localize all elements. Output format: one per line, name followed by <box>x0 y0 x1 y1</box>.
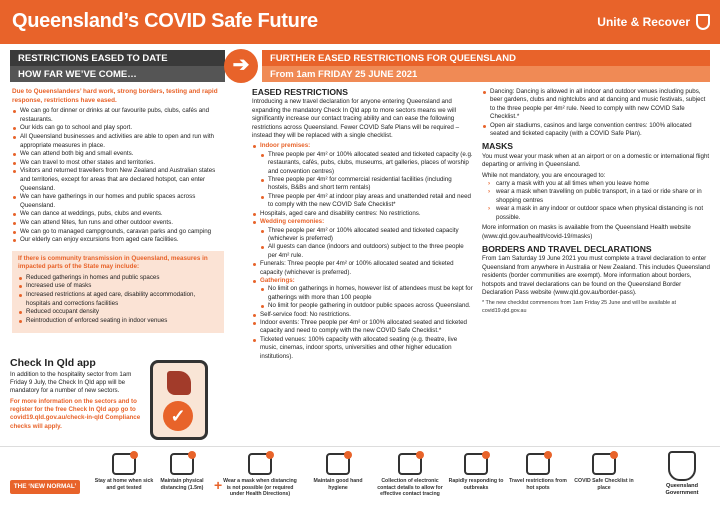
hand-hygiene-item <box>306 453 370 491</box>
list-item: Funerals: Three people per 4m² or 100% allocated seated and ticketed capacity (whichever is preferred). <box>252 260 474 277</box>
column-eased-restrictions <box>252 88 474 361</box>
list-item: Reintroduction of enforced seating in indoor venues <box>18 317 218 326</box>
header-banner <box>0 0 720 44</box>
list-item: We can attend fêtes, fun runs and other outdoor events. <box>12 219 224 228</box>
unite-recover-label: Unite & Recover <box>597 15 690 29</box>
list-item: We can attend both big and small events. <box>12 150 224 159</box>
mask-item <box>222 453 298 498</box>
list-item: Reduced occupant density <box>18 308 218 317</box>
travel-item <box>506 453 570 491</box>
list-item: Our kids can go to school and play sport. <box>12 124 224 133</box>
icon-label: Maintain good hand hygiene <box>313 478 363 491</box>
right-bar-subtitle: From 1am FRIDAY 25 JUNE 2021 <box>262 66 710 82</box>
intro-text: Due to Queenslanders’ hard work, strong borders, testing and rapid response, restrictions have eased. <box>12 88 218 104</box>
borders-title: BORDERS AND TRAVEL DECLARATIONS <box>482 243 652 254</box>
list-item: We can have gatherings in our homes and public spaces across Queensland. <box>12 193 224 210</box>
mask-icon <box>248 453 272 475</box>
gov-line-1: Queensland <box>665 483 699 489</box>
list-item: Increased use of masks <box>18 282 218 291</box>
icon-label: Rapidly responding to outbreaks <box>448 478 504 491</box>
eased-list <box>12 107 224 245</box>
icon-label: Stay at home when sick and get tested <box>94 478 154 491</box>
further-eased-bar <box>262 50 710 82</box>
left-bar-subtitle: HOW FAR WE’VE COME… <box>10 66 225 82</box>
contact-tracing-item <box>372 453 448 498</box>
column-restrictions-to-date <box>12 88 224 333</box>
stay-home-item <box>92 453 156 491</box>
masks-para-2: While not mandatory, you are encouraged to: <box>482 171 606 179</box>
coat-of-arms-icon <box>668 451 696 481</box>
list-item: No limit for people gathering in outdoor public spaces across Queensland. <box>260 302 474 310</box>
list-item: Three people per 4m² at indoor play areas and unattended retail and need to comply with the new COVID Safe Checklist* <box>260 193 474 210</box>
phone-icon <box>398 453 422 475</box>
icon-label: Collection of electronic contact details to allow for effective contact tracing <box>377 478 443 498</box>
plane-icon <box>526 453 550 475</box>
list-item: Reduced gatherings in homes and public spaces <box>18 274 218 283</box>
queensland-government-logo <box>658 451 706 497</box>
checklist-icon <box>592 453 616 475</box>
checklist-note: * The new checklist commences from 1am Friday 25 June and will be available at covid19.qld.gov.au <box>482 300 677 314</box>
icon-label: COVID Safe Checklist in place <box>574 478 634 491</box>
community-transmission-box <box>12 251 224 333</box>
eased-intro: Introducing a new travel declaration for anyone entering Queensland and expanding the mandatory Check In Qld app to more sectors means we will significantly increase our contact tracing ability and can ease the following restrictions across Queensland. Fewer COVID Safe Plans will be required – instead they will be replaced with a single checklist. <box>252 98 460 140</box>
list-item: We can go for dinner or drinks at our favourite pubs, clubs, cafés and restaurants. <box>12 107 224 124</box>
restrictions-to-date-bar <box>10 50 225 82</box>
list-item: Self-service food: No restrictions. <box>252 311 474 319</box>
checkin-para-1: In addition to the hospitality sector from 1am Friday 9 July, the Check In Qld app will be mandatory for a number of new sectors. <box>10 371 132 395</box>
list-item: We can dance at weddings, pubs, clubs and events. <box>12 210 224 219</box>
page-title: Queensland’s COVID Safe Future <box>12 10 318 32</box>
eased-title: EASED RESTRICTIONS <box>252 87 348 97</box>
checkin-title: Check In Qld app <box>10 357 96 369</box>
unite-recover-logo <box>597 14 710 30</box>
left-bar-title: RESTRICTIONS EASED TO DATE <box>10 50 225 66</box>
house-icon <box>112 453 136 475</box>
list-item: › wear a mask in any indoor or outdoor space when physical distancing is not possible. <box>482 205 710 222</box>
list-item: › carry a mask with you at all times when you leave home <box>482 180 710 188</box>
list-item: Three people per 4m² for commercial residential facilities (including hostels, B&Bs and short term rentals) <box>260 176 474 193</box>
gov-line-2: Government <box>665 490 699 496</box>
masks-more-link[interactable]: More information on masks is available from the Queensland Health website (www.qld.gov.au/health/covid-19/masks) <box>482 224 691 240</box>
list-item: Increased restrictions at aged care, disability accommodation, hospitals and corrections facilities <box>18 291 218 308</box>
list-item: Indoor events: Three people per 4m² or 100% allocated seated and ticketed capacity and need to comply with the new COVID Safe Checklist.* <box>252 319 474 336</box>
checklist-item <box>572 453 636 491</box>
crest-icon <box>696 14 710 30</box>
queensland-map-icon <box>167 371 191 395</box>
check-icon: ✓ <box>163 401 193 431</box>
list-item: All guests can dance (indoors and outdoors) subject to the three people per 4m² rule. <box>260 243 474 260</box>
distancing-icon <box>170 453 194 475</box>
ct-title: If there is community transmission in Queensland, measures in impacted parts of the State may include: <box>18 254 208 271</box>
masks-title: MASKS <box>482 141 514 152</box>
checkin-link[interactable]: For more information on the sectors and to register for the free Check In Qld app go to covid19.qld.gov.au/check-in-qld Compliance checks will apply. <box>10 398 141 430</box>
right-bar-title: FURTHER EASED RESTRICTIONS FOR QUEENSLAND <box>262 50 710 66</box>
handwash-icon <box>326 453 350 475</box>
icon-label: Travel restrictions from hot spots <box>509 478 567 491</box>
list-item: Hospitals, aged care and disability centres: No restrictions. <box>252 210 474 218</box>
list-item: Ticketed venues: 100% capacity with allocated seating (e.g. theatre, live music, cinemas, indoor sports, universities and other higher education institutions). <box>252 336 474 361</box>
column-masks-borders <box>482 88 710 315</box>
list-item: We can go to managed campgrounds, caravan parks and go camping <box>12 228 224 237</box>
list-item: Three people per 4m² or 100% allocated seated and ticketed capacity (whichever is preferred) <box>260 227 474 244</box>
new-normal-strip <box>0 446 720 509</box>
icon-label: Maintain physical distancing (1.5m) <box>160 478 204 491</box>
list-item: No limit on gatherings in homes, however list of attendees must be kept for gatherings with more than 100 people <box>260 285 474 302</box>
list-item: › wear a mask when travelling on public transport, in a taxi or ride share or in shopping centres <box>482 188 710 205</box>
borders-para: From 1am Saturday 19 June 2021 you must complete a travel declaration to enter Queensland from anywhere in Australia or New Zealand. This includes Queensland residents (border communities are exempt). More information about borders, hotspots and travel declarations can be found on the Queensland Border Declaration Pass website (www.qld.gov.au/border-pass). <box>482 255 710 296</box>
distancing-item <box>150 453 214 491</box>
new-normal-badge: THE ‘NEW NORMAL’ <box>10 480 80 494</box>
list-item: Three people per 4m² or 100% allocated seated and ticketed capacity (e.g. restaurants, cafés, pubs, clubs, museums, art galleries, places of worship and convention centres) <box>260 151 474 176</box>
list-item: Open air stadiums, casinos and large convention centres: 100% allocated seated and ticketed capacity (with a COVID Safe Plan). <box>482 122 710 139</box>
phone-icon <box>150 360 208 440</box>
list-item: We can travel to most other states and territories. <box>12 159 224 168</box>
gatherings-label: Gatherings: <box>260 276 295 284</box>
masks-para-1: You must wear your mask when at an airport or on a domestic or international flight departing or arriving in Queensland. <box>482 152 710 169</box>
plus-icon: + <box>214 477 223 493</box>
list-item: Visitors and returned travellers from New Zealand and Australian states and territories, except for areas that are declared hotspot, can enter Queensland. <box>12 167 224 193</box>
outbreak-item <box>444 453 508 491</box>
indoor-label: Indoor premises: <box>260 142 311 150</box>
arrow-right-icon: ➔ <box>224 49 258 83</box>
virus-icon <box>464 453 488 475</box>
list-item: Dancing: Dancing is allowed in all indoor and outdoor venues including pubs, beer gardens, clubs and nightclubs and at dancing and music festivals, subject to the three people per 4m² rule. Need to comply with new COVID Safe Checklist.* <box>482 88 710 122</box>
list-item: Our elderly can enjoy excursions from aged care facilities. <box>12 236 224 245</box>
icon-label: Wear a mask when distancing is not possible (or required under Health Directions) <box>223 478 297 498</box>
wedding-label: Wedding ceremonies: <box>260 218 325 226</box>
list-item: All Queensland businesses and activities are able to open and run with appropriate measures in place. <box>12 133 224 150</box>
